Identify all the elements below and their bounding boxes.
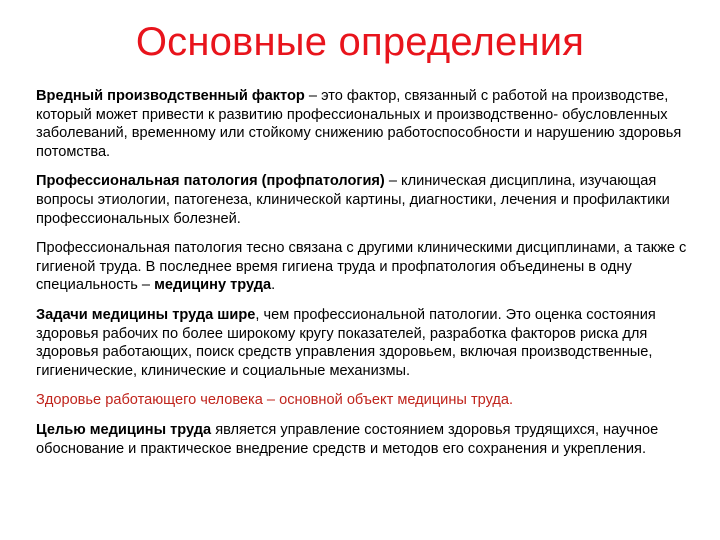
definition-occupational-pathology [36, 172, 692, 228]
paragraph-text: Профессиональная патология тесно связана с другими клиническими дисциплинами, а также с гигиеной труда. В последнее время гигиена труда и профпатология объединены в одну специальность – [36, 240, 687, 294]
paragraph-text: , чем профессиональной патологии. Это оценка состояния здоровья рабочих по более широкому кругу показателей, разработка факторов риска для здоровья работающих, поиск средств управления здоровьем, включая производственные, гигиенические, клинические и социальные механизмы. [36, 306, 656, 379]
slide-title: Основные определения [135, 20, 585, 64]
paragraph-end: . [271, 277, 276, 294]
highlight-statement: Здоровье работающего человека – основной объект медицины труда. [36, 392, 514, 409]
paragraph-goal [36, 421, 692, 458]
term-tasks: Задачи медицины труда шире [36, 306, 256, 323]
paragraph-relation [36, 239, 692, 295]
term-occupational-medicine: медицину труда [154, 277, 272, 294]
definition-text: – это фактор, связанный с работой на производстве, который может привести к развитию профессиональных и производственно- обусловленных заболеваний, временному или стойкому снижению работоспособности и нарушению здоровья потомства. [36, 88, 682, 160]
term-harmful-factor: Вредный производственный фактор [36, 88, 305, 104]
term-occupational-pathology: Профессиональная патология (профпатология) [36, 173, 385, 190]
definition-text: – клиническая дисциплина, изучающая вопросы этиологии, патогенеза, клинической картины, диагностики, лечения и профилактики профессиональных болезней. [36, 173, 670, 227]
definition-harmful-factor [36, 87, 692, 161]
term-goal: Целью медицины труда [36, 421, 212, 438]
slide-body [36, 87, 692, 469]
paragraph-tasks [36, 306, 692, 380]
paragraph-text: является управление состоянием здоровья трудящихся, научное обоснование и практическое внедрение средств и методов его сохранения и укрепления. [36, 421, 659, 457]
